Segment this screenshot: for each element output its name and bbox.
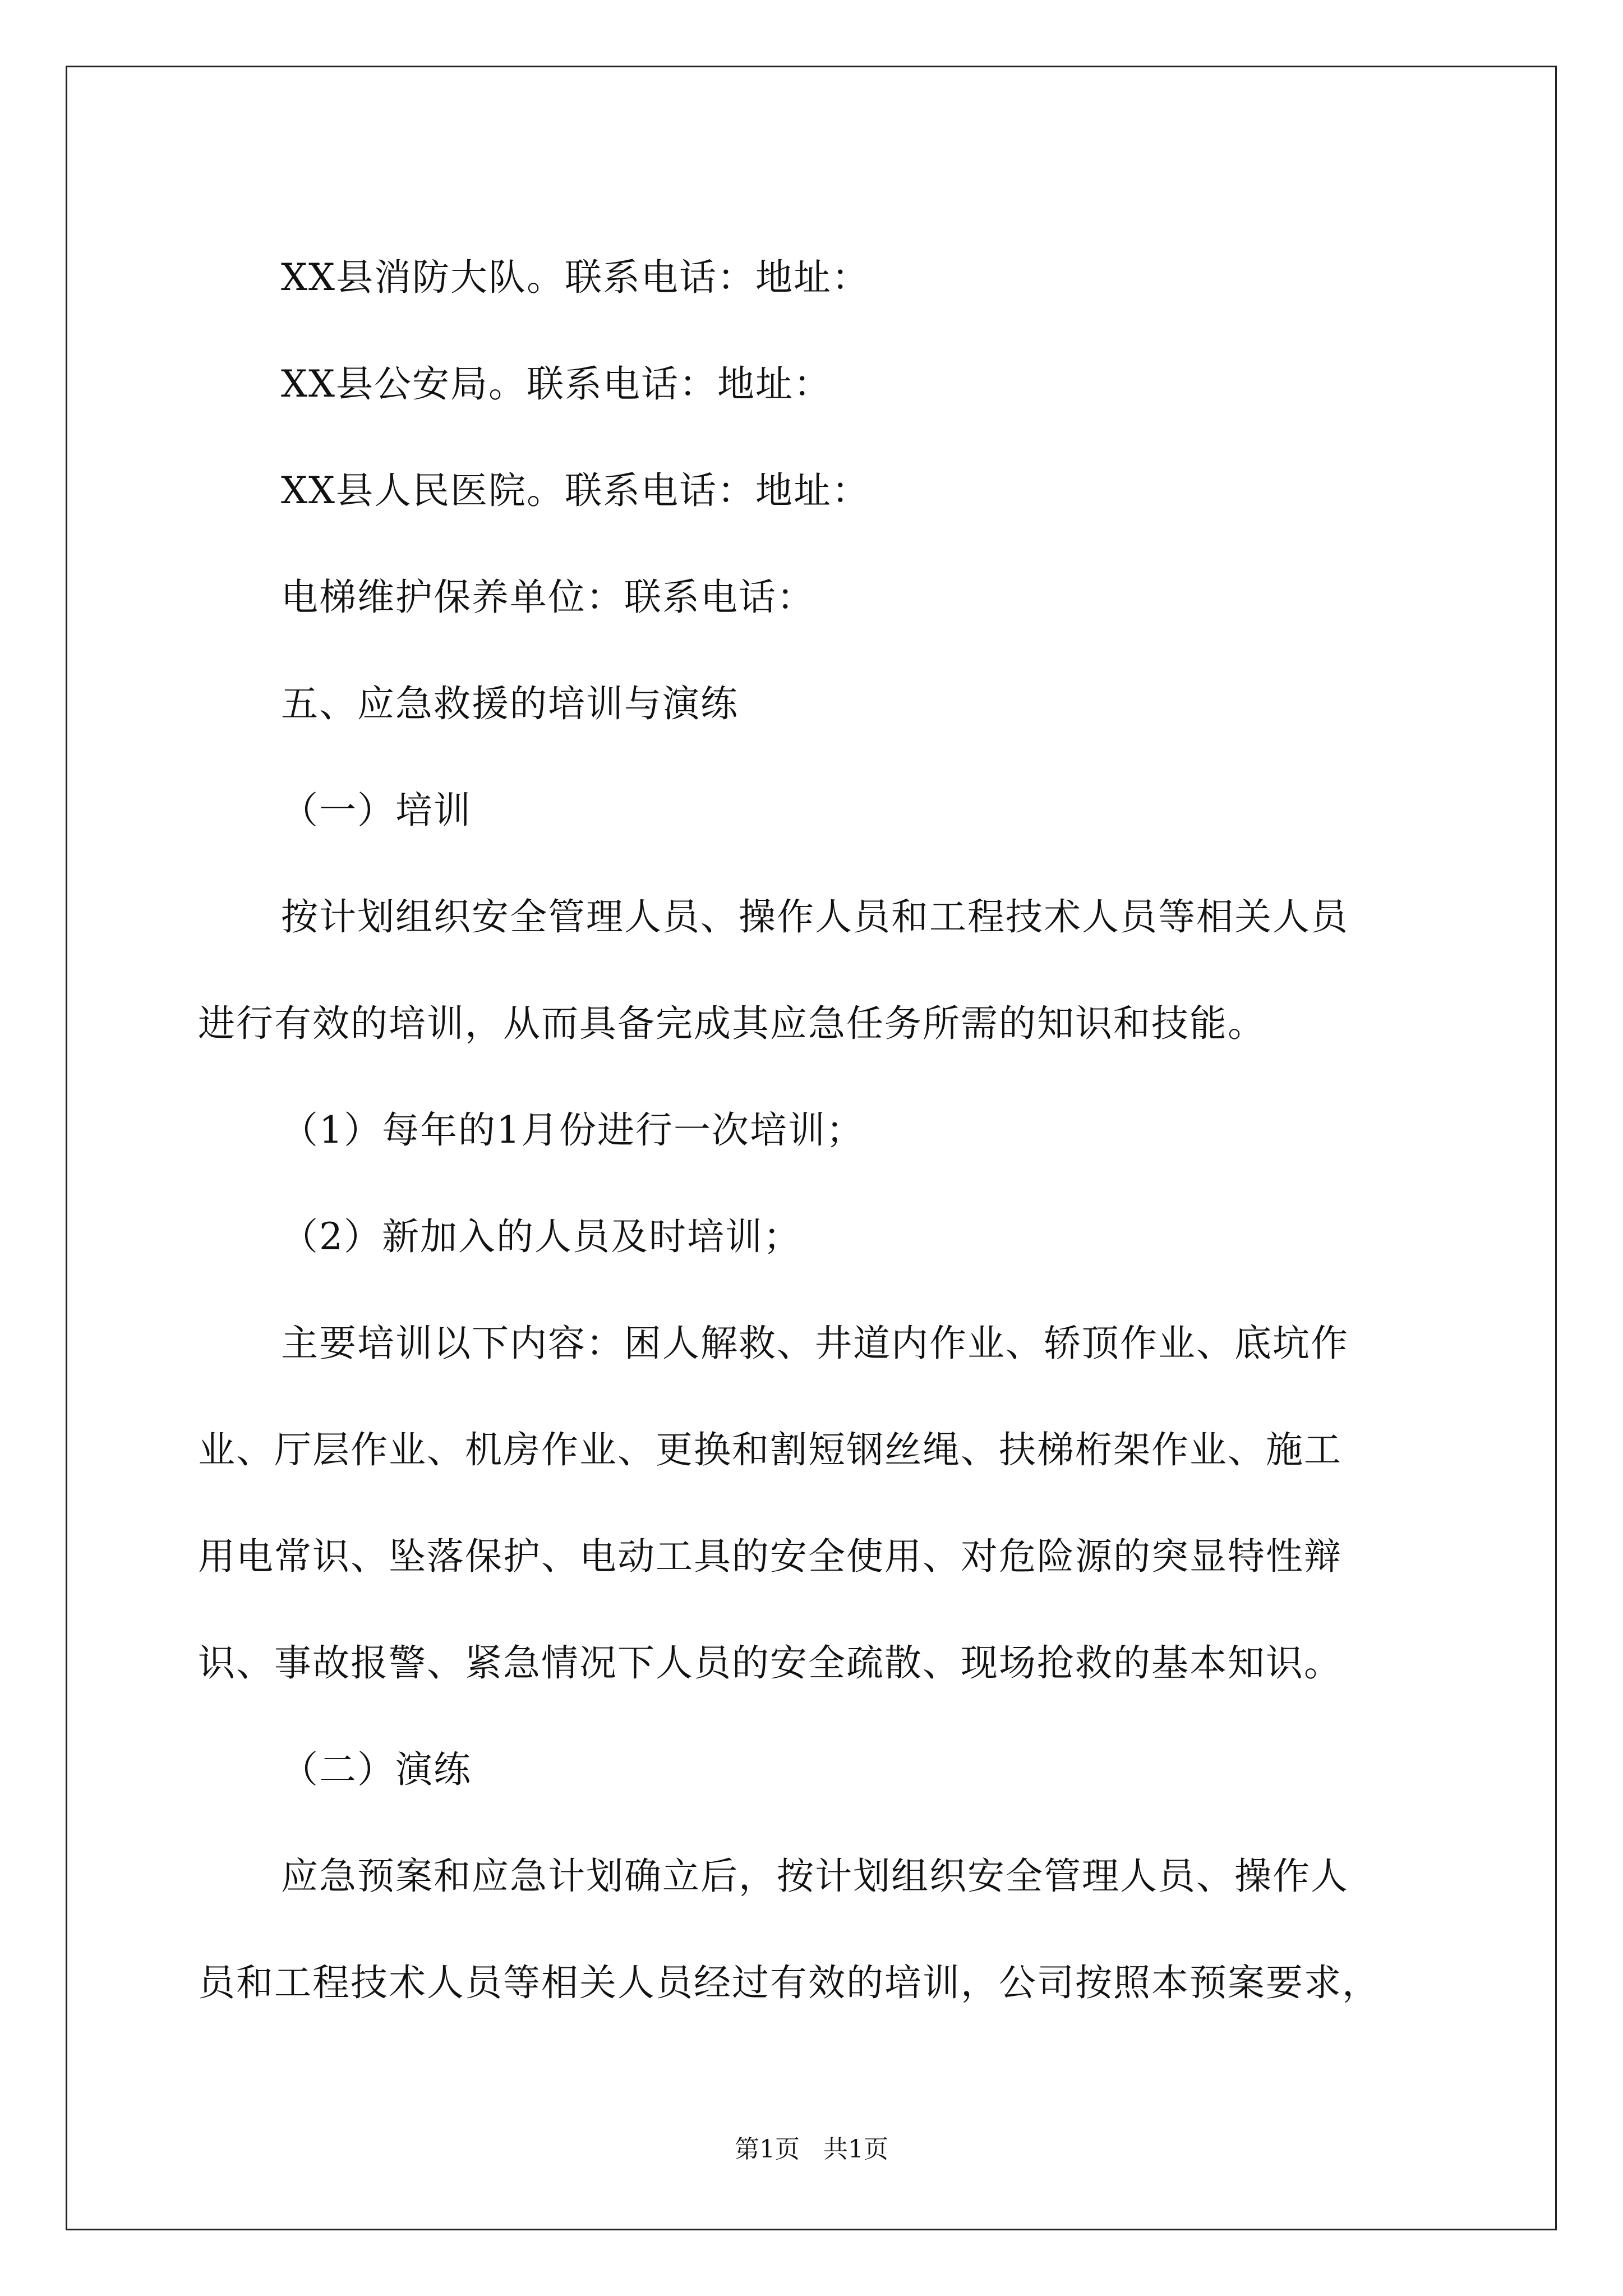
section-heading-training-drills: 五、应急救援的培训与演练 [281,682,739,725]
paragraph-fire-brigade-contact: XX县消防大队。联系电话：地址： [281,256,870,299]
paragraph-line: 员和工程技术人员等相关人员经过有效的培训，公司按照本预案要求， [198,1961,1380,2004]
page-number-footer: 第1页 共1页 [735,2135,888,2164]
paragraph-line: 识、事故报警、紧急情况下人员的安全疏散、现场抢救的基本知识。 [198,1641,1342,1685]
document-body [198,224,1434,2036]
paragraph-elevator-maintenance-contact: 电梯维护保养单位：联系电话： [281,576,815,619]
paragraph-line: 业、厅层作业、机房作业、更换和割短钢丝绳、扶梯桁架作业、施工 [198,1428,1342,1471]
paragraph-line: 按计划组织安全管理人员、操作人员和工程技术人员等相关人员 [281,895,1349,938]
paragraph-line: 主要培训以下内容：困人解救、井道内作业、轿顶作业、底坑作 [281,1322,1349,1365]
paragraph-line: 应急预案和应急计划确立后，按计划组织安全管理人员、操作人 [281,1855,1349,1898]
subsection-heading-drills: （二）演练 [281,1748,472,1791]
paragraph-line: 用电常识、坠落保护、电动工具的安全使用、对危险源的突显特性辩 [198,1535,1342,1578]
list-item-new-staff-training: （2）新加入的人员及时培训； [281,1215,801,1258]
paragraph-police-contact: XX县公安局。联系电话：地址： [281,362,832,406]
paragraph-hospital-contact: XX县人民医院。联系电话：地址： [281,469,870,512]
subsection-heading-training: （一）培训 [281,789,472,832]
list-item-annual-training: （1）每年的1月份进行一次培训； [281,1108,864,1152]
paragraph-line: 进行有效的培训，从而具备完成其应急任务所需的知识和技能。 [198,1002,1266,1045]
